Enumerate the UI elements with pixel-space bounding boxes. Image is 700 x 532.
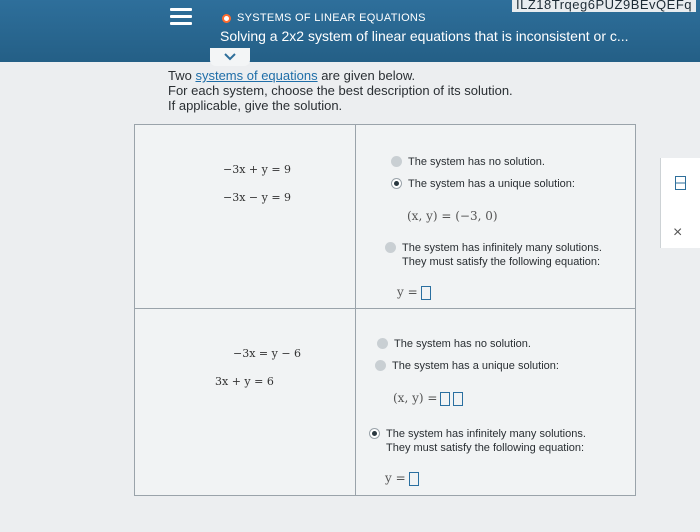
chevron-down-icon <box>223 52 237 61</box>
answer-input[interactable] <box>409 472 419 486</box>
top-bar <box>0 0 700 62</box>
answer-input-y[interactable] <box>453 392 463 406</box>
calculator-icon[interactable] <box>675 176 686 190</box>
equation-prefix: y = <box>397 285 418 299</box>
section-label <box>222 12 426 24</box>
intro-line3: If applicable, give the solution. <box>168 98 343 113</box>
option-label <box>386 427 586 455</box>
equation-answer[interactable] <box>397 285 431 300</box>
radio-button-selected[interactable] <box>391 178 402 189</box>
radio-button-selected[interactable] <box>369 428 380 439</box>
option-label: The system has no solution. <box>408 156 545 168</box>
answer-input[interactable] <box>421 286 431 300</box>
option-label-line2: They must satisfy the following equation: <box>386 442 585 454</box>
instructions <box>168 68 513 113</box>
progress-dot-icon <box>222 14 231 23</box>
url-fragment: ILZ18Trqeg6PUZ9BEvQEFq <box>512 0 696 12</box>
option-no-solution[interactable] <box>377 337 531 351</box>
unique-solution-value[interactable]: (x, y) = (−3, 0) <box>407 209 498 223</box>
equation: −3x = y − 6 <box>233 347 302 360</box>
equation: −3x + y = 9 <box>223 163 292 176</box>
equation-prefix: y = <box>385 471 406 485</box>
radio-button[interactable] <box>375 360 386 371</box>
option-no-solution[interactable] <box>391 155 545 169</box>
side-panel <box>660 158 700 248</box>
intro-text: are given below. <box>317 68 416 83</box>
option-label: The system has a unique solution: <box>392 360 559 372</box>
radio-button[interactable] <box>385 242 396 253</box>
option-label-line1: The system has infinitely many solutions. <box>402 242 602 254</box>
hamburger-menu-icon[interactable] <box>170 8 192 26</box>
page-title: Solving a 2x2 system of linear equations that is inconsistent or c... <box>220 28 629 44</box>
systems-link[interactable]: systems of equations <box>195 68 318 83</box>
divider <box>135 308 635 309</box>
close-icon[interactable]: × <box>673 224 683 241</box>
intro-line2: For each system, choose the best description of its solution. <box>168 83 513 98</box>
radio-button[interactable] <box>377 338 388 349</box>
option-label: The system has a unique solution: <box>408 178 575 190</box>
equation: −3x − y = 9 <box>223 191 292 204</box>
option-label-line2: They must satisfy the following equation: <box>402 256 601 268</box>
unique-solution-value[interactable] <box>393 391 463 406</box>
answer-input-x[interactable] <box>440 392 450 406</box>
expand-toggle[interactable] <box>210 48 250 66</box>
solution-prefix: (x, y) = <box>393 391 438 405</box>
equation: 3x + y = 6 <box>215 375 274 388</box>
intro-text: Two <box>168 68 196 83</box>
option-infinite-solutions[interactable] <box>385 241 602 269</box>
radio-button[interactable] <box>391 156 402 167</box>
option-unique-solution[interactable] <box>375 359 559 373</box>
equation-answer[interactable] <box>385 471 419 486</box>
systems-table <box>134 124 636 496</box>
option-infinite-solutions[interactable] <box>369 427 586 455</box>
section-text: SYSTEMS OF LINEAR EQUATIONS <box>237 12 426 24</box>
option-unique-solution[interactable] <box>391 177 575 191</box>
divider <box>355 125 356 495</box>
option-label: The system has no solution. <box>394 338 531 350</box>
option-label-line1: The system has infinitely many solutions. <box>386 428 586 440</box>
option-label <box>402 241 602 269</box>
